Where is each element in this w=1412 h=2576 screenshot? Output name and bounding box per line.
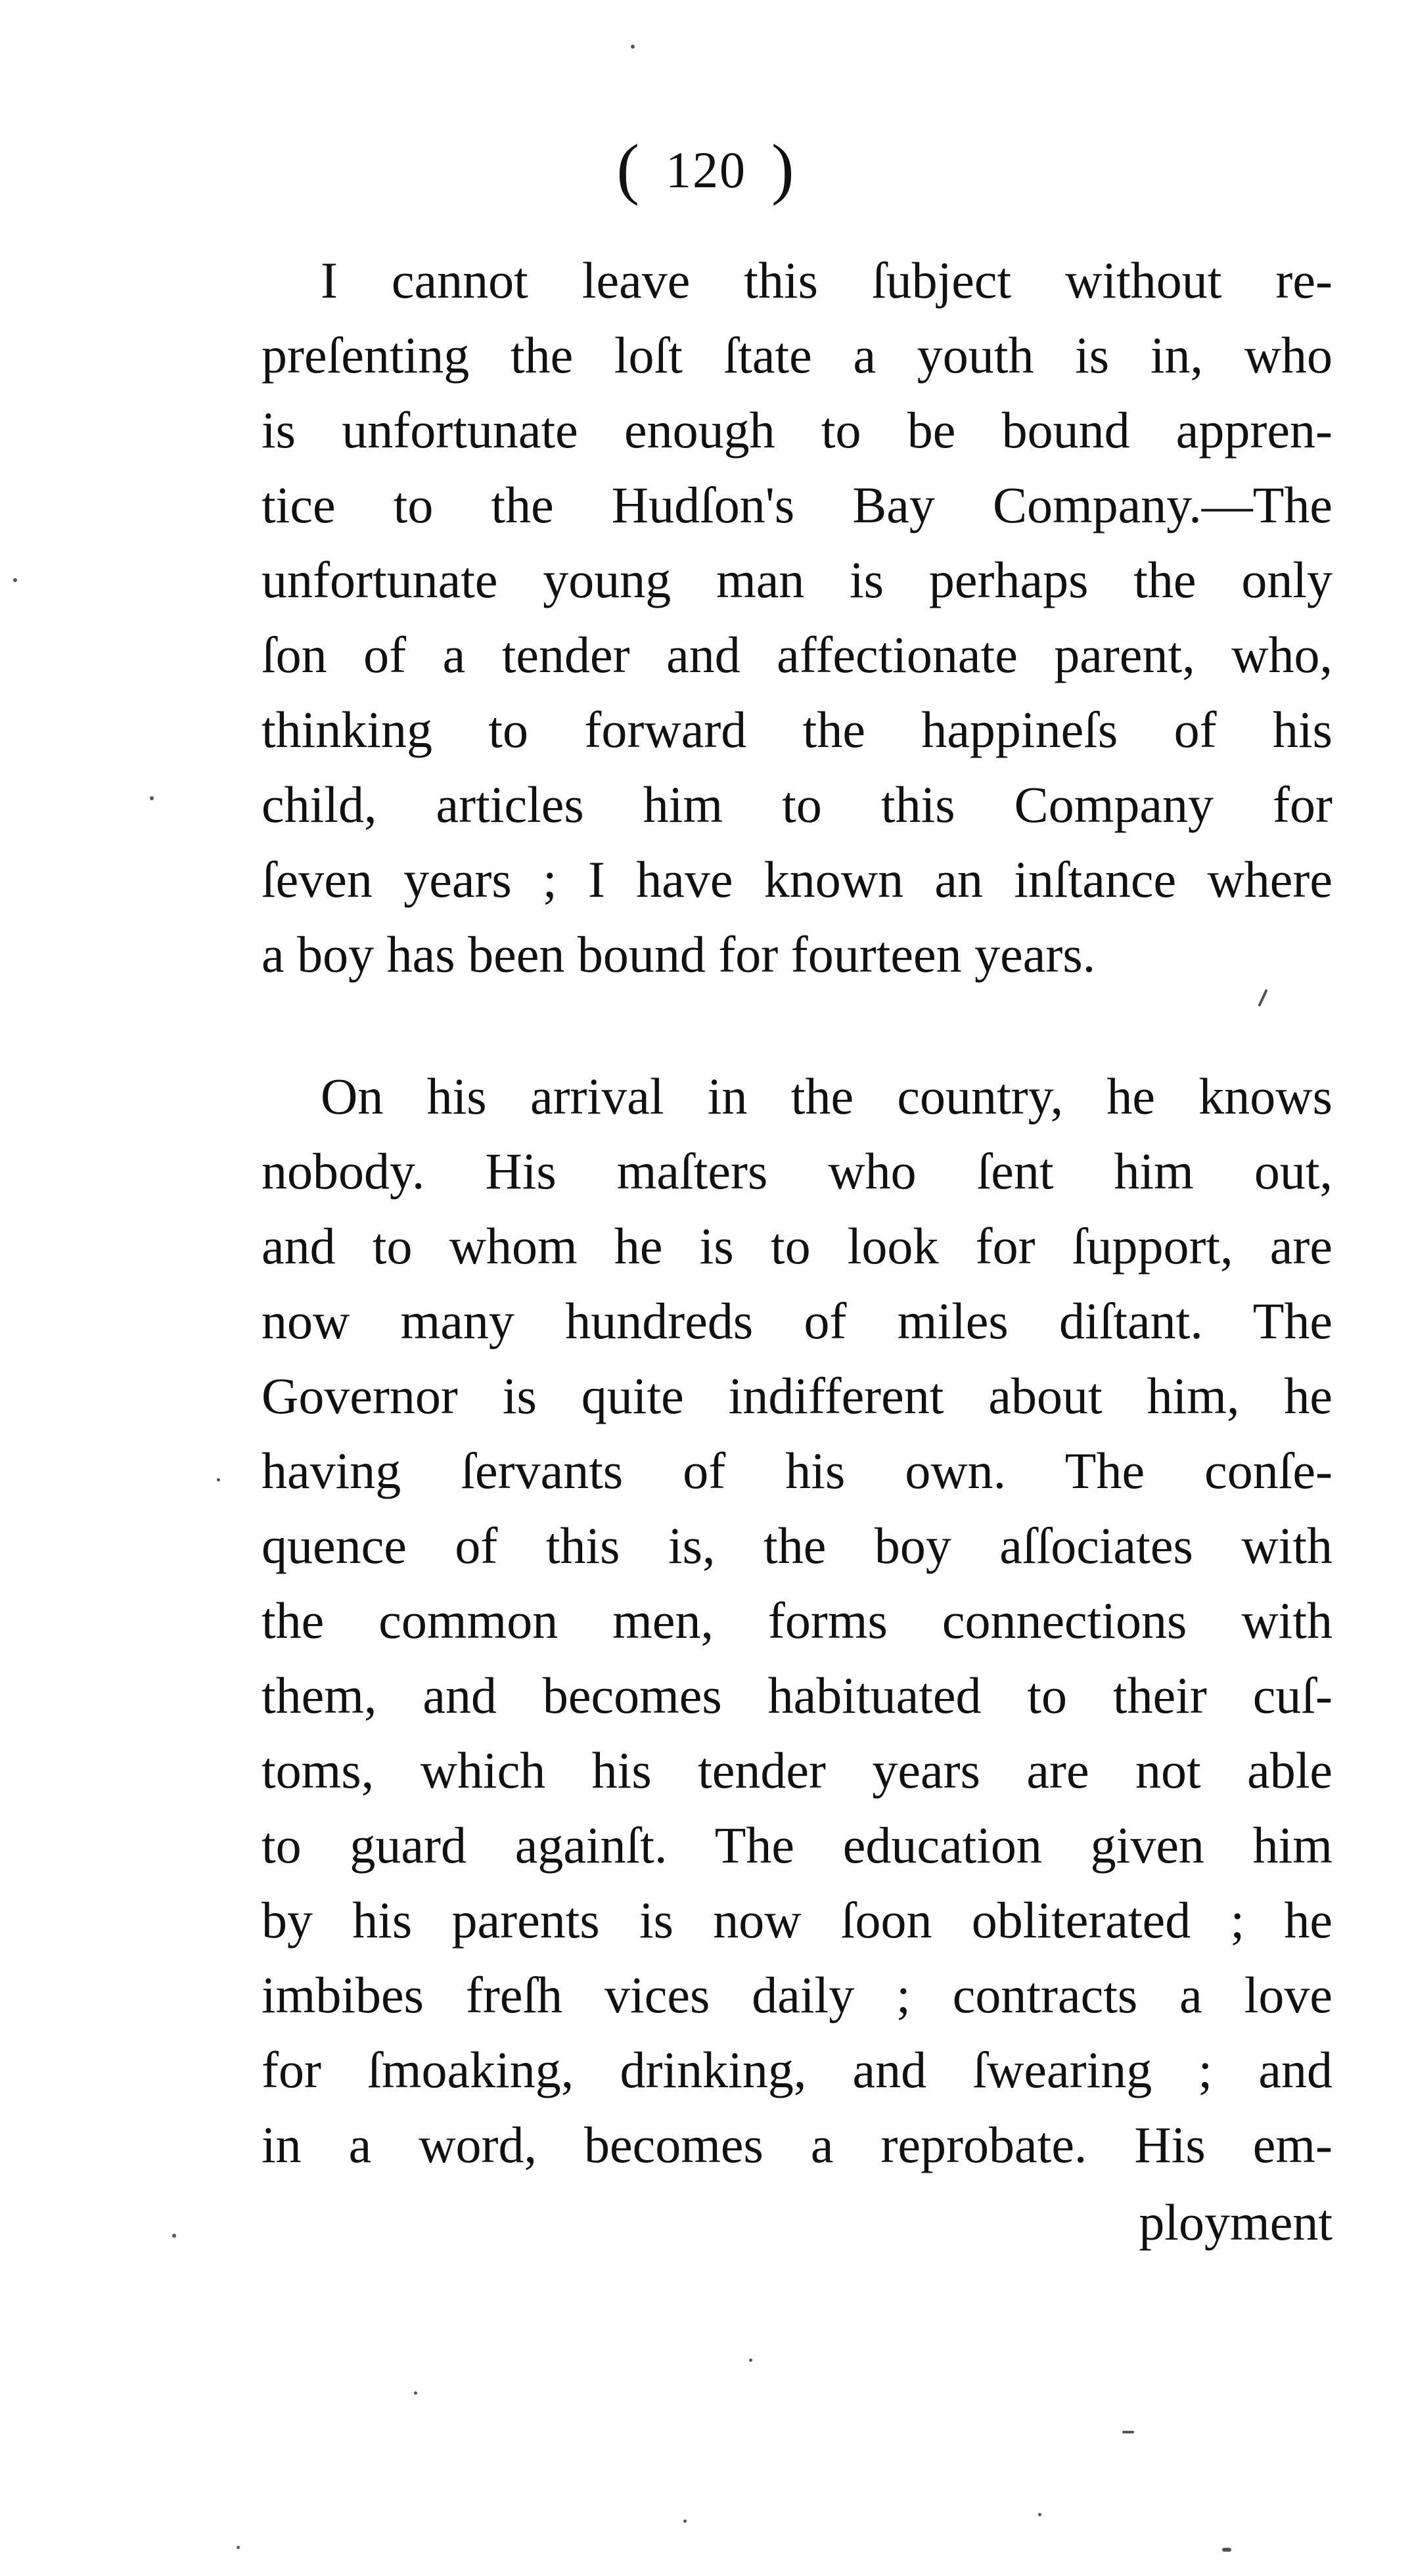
page-number: 120 xyxy=(666,141,746,198)
scan-speck xyxy=(683,2520,687,2523)
catchword: ployment xyxy=(1139,2194,1332,2251)
text-line: On his arrival in the country, he knows xyxy=(321,1068,1332,1125)
open-parenthesis: ( xyxy=(616,131,641,206)
text-line: imbibes freſh vices daily ; contracts a love xyxy=(262,1966,1332,2023)
text-line: and to whom he is to look for ſupport, are xyxy=(262,1217,1332,1275)
scan-speck xyxy=(1222,2548,1231,2552)
text-line: thinking to forward the happineſs of his xyxy=(262,701,1332,758)
text-line: preſenting the loſt ſtate a youth is in, who xyxy=(262,327,1332,384)
text-line: child, articles him to this Company for xyxy=(262,776,1332,833)
text-line: them, and becomes habituated to their cuſ- xyxy=(262,1667,1332,1724)
text-line: in a word, becomes a reprobate. His em- xyxy=(262,2116,1332,2173)
text-line: by his parents is now ſoon obliterated ; he xyxy=(262,1891,1332,1949)
text-line: to guard againſt. The education given him xyxy=(262,1817,1332,1874)
text-line: nobody. His maſters who ſent him out, xyxy=(262,1142,1332,1200)
paragraph-1 xyxy=(262,243,1332,992)
scan-speck xyxy=(1122,2431,1134,2433)
text-line: a boy has been bound for fourteen years. xyxy=(262,926,1096,983)
text-line: having ſervants of his own. The conſe- xyxy=(262,1442,1332,1499)
text-line: ſon of a tender and affectionate parent, who, xyxy=(262,626,1332,683)
scan-speck xyxy=(13,578,17,582)
scan-speck xyxy=(150,796,154,800)
scan-speck xyxy=(631,45,635,49)
paragraph-2 xyxy=(262,1059,1332,2182)
text-line: is unfortunate enough to be bound appren- xyxy=(262,401,1332,459)
scan-speck xyxy=(172,2234,176,2238)
close-parenthesis: ) xyxy=(771,131,796,206)
text-line: ſeven years ; I have known an inſtance where xyxy=(262,851,1332,908)
text-line: quence of this is, the boy aſſociates with xyxy=(262,1517,1332,1574)
text-line: the common men, forms connections with xyxy=(262,1592,1332,1649)
text-line: now many hundreds of miles diſtant. The xyxy=(262,1292,1332,1349)
text-line: unfortunate young man is perhaps the only xyxy=(262,551,1332,608)
scan-speck xyxy=(414,2391,417,2395)
scan-speck xyxy=(217,1478,220,1481)
text-line: tice to the Hudſon's Bay Company.—The xyxy=(262,476,1332,533)
scan-speck xyxy=(1038,2513,1041,2516)
text-line: I cannot leave this ſubject without re- xyxy=(321,252,1332,309)
text-line: Governor is quite indifferent about him, he xyxy=(262,1367,1332,1424)
text-line: toms, which his tender years are not able xyxy=(262,1742,1332,1799)
scan-speck xyxy=(749,2359,752,2362)
page-number-header xyxy=(0,131,1412,206)
scan-speck xyxy=(237,2546,240,2549)
text-line: for ſmoaking, drinking, and ſwearing ; and xyxy=(262,2041,1332,2098)
